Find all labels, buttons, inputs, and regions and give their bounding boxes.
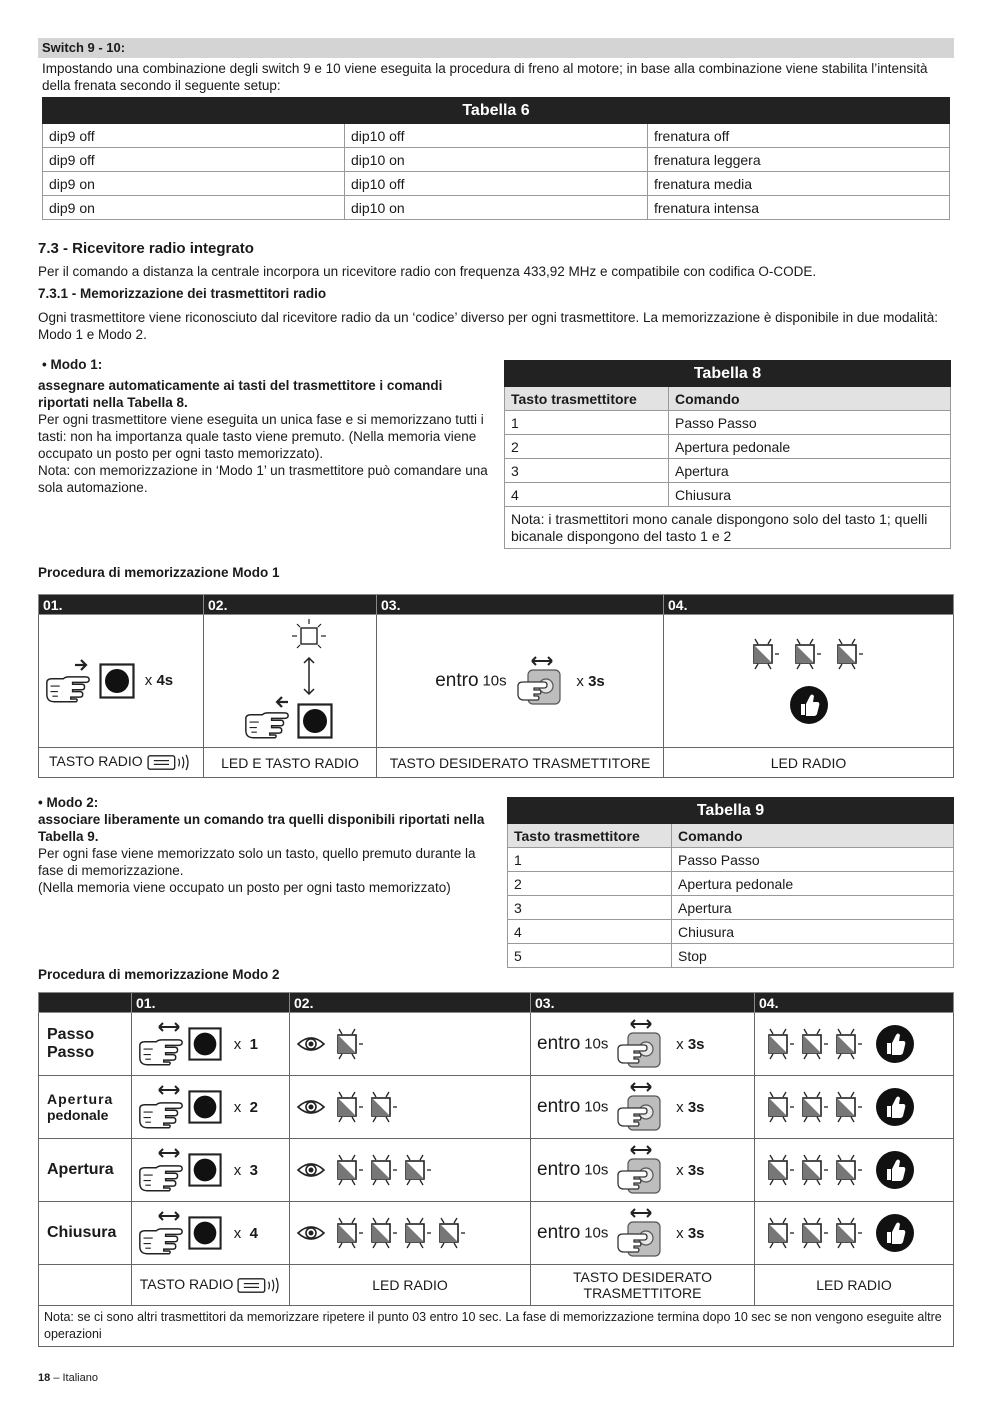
button-icon	[297, 703, 333, 739]
table-row	[508, 872, 954, 896]
table-cell: 3	[508, 896, 672, 920]
led-blink-icon	[761, 1090, 795, 1124]
page-language: – Italiano	[53, 1372, 98, 1384]
proc2-step1	[132, 1013, 290, 1076]
table-cell: 3	[505, 459, 669, 483]
time-label: 10s	[482, 672, 507, 690]
remote-press-icon	[616, 1145, 666, 1195]
press-count: x 2	[233, 1098, 258, 1116]
led-blink-icon	[761, 1216, 795, 1250]
table-row	[43, 124, 950, 148]
proc2-step4	[755, 1076, 954, 1139]
table-cell: 4	[505, 483, 669, 507]
table-row	[508, 896, 954, 920]
press-duration: x 3s	[576, 672, 605, 690]
thumbs-up-icon	[875, 1024, 915, 1064]
led-blink-icon	[330, 1027, 364, 1061]
modo2-text: Per ogni fase viene memorizzato solo un tasto, quello premuto durante la fase di memorizzazione.	[38, 846, 476, 878]
led-blink-icon	[788, 637, 822, 671]
led-blink-icon	[330, 1090, 364, 1124]
within-label: entro	[435, 670, 479, 691]
table-cell: dip9 off	[43, 148, 345, 172]
table-row	[508, 920, 954, 944]
radio-button-icon	[147, 753, 191, 772]
table-9	[507, 797, 954, 968]
table-cell: Apertura	[672, 896, 954, 920]
button-icon	[188, 1090, 222, 1124]
vertical-arrow-icon	[303, 657, 315, 695]
table-cell: 2	[508, 872, 672, 896]
table-cell: frenatura off	[648, 124, 950, 148]
table-cell: 2	[505, 435, 669, 459]
led-blink-icon	[761, 1027, 795, 1061]
modo1-block	[38, 356, 490, 496]
subsection-heading: 7.3.1 - Memorizzazione dei trasmettitori radio	[38, 286, 327, 301]
row-label: Apertura pedonale	[39, 1076, 132, 1139]
thumbs-up-icon	[875, 1150, 915, 1190]
table-cell: Apertura pedonale	[669, 435, 951, 459]
table-9-col-key: Tasto trasmettitore	[508, 824, 672, 848]
proc2-step2	[290, 1202, 531, 1265]
proc2-step1	[132, 1202, 290, 1265]
table-row	[508, 848, 954, 872]
section-heading: 7.3 - Ricevitore radio integrato	[38, 240, 254, 257]
table-cell: 4	[508, 920, 672, 944]
led-blink-icon	[795, 1090, 829, 1124]
led-blink-icon	[330, 1216, 364, 1250]
table-row	[43, 196, 950, 220]
caption-led-radio: LED RADIO	[755, 1265, 954, 1306]
remote-press-icon	[616, 1019, 666, 1069]
led-blink-icon	[829, 1216, 863, 1250]
table-cell: Apertura pedonale	[672, 872, 954, 896]
table-cell: dip10 on	[345, 148, 648, 172]
section-text: Per il comando a distanza la centrale incorpora un ricevitore radio con frequenza 433,92 MHz e compatibile con codifica O-CODE.	[38, 264, 817, 279]
caption-transmitter-key: TASTO DESIDERATO TRASMETTITORE	[377, 748, 664, 778]
table-6-title: Tabella 6	[43, 98, 950, 124]
caption-led-button: LED E TASTO RADIO	[204, 748, 377, 778]
button-icon	[99, 663, 135, 699]
hand-press-icon	[244, 699, 294, 739]
eye-icon	[296, 1223, 326, 1243]
proc2-step2	[290, 1139, 531, 1202]
row-label: Passo Passo	[39, 1013, 132, 1076]
table-row	[505, 411, 951, 435]
press-duration: x 3s	[676, 1035, 705, 1053]
caption-led-radio: LED RADIO	[664, 748, 954, 778]
led-blink-icon	[364, 1216, 398, 1250]
proc2-step3: entro 10s x 3s	[531, 1139, 755, 1202]
press-count: x 3	[233, 1161, 258, 1179]
table-8-col-key: Tasto trasmettitore	[505, 387, 669, 411]
remote-press-icon	[616, 1082, 666, 1132]
table-cell: frenatura media	[648, 172, 950, 196]
hand-press-icon	[138, 1022, 184, 1066]
proc2-row-chiusura	[39, 1202, 954, 1265]
table-row	[43, 172, 950, 196]
led-blink-icon	[398, 1153, 432, 1187]
proc2-step3: entro 10s x 3s	[531, 1013, 755, 1076]
hand-press-icon	[138, 1085, 184, 1129]
table-cell: dip9 off	[43, 124, 345, 148]
led-blink-icon	[746, 637, 780, 671]
proc2-title: Procedura di memorizzazione Modo 2	[38, 967, 280, 982]
proc2-row-apertura-pedonale	[39, 1076, 954, 1139]
table-row	[505, 435, 951, 459]
led-blink-icon	[795, 1216, 829, 1250]
press-duration: x 3s	[676, 1224, 705, 1242]
proc2-step1	[132, 1139, 290, 1202]
proc2-step4	[755, 1202, 954, 1265]
eye-icon	[296, 1097, 326, 1117]
remote-press-icon	[515, 656, 567, 706]
hand-press-icon	[45, 661, 95, 701]
proc1-table	[38, 594, 954, 778]
proc2-step3: entro 10s x 3s	[531, 1076, 755, 1139]
table-cell: dip10 off	[345, 172, 648, 196]
caption-radio-button: TASTO RADIO	[39, 748, 204, 778]
table-cell: frenatura leggera	[648, 148, 950, 172]
table-9-title: Tabella 9	[508, 798, 954, 824]
modo1-title: • Modo 1:	[42, 357, 103, 372]
proc2-step2	[290, 1076, 531, 1139]
proc2-step1	[132, 1076, 290, 1139]
thumbs-up-icon	[789, 685, 829, 725]
proc2-step3: entro 10s x 3s	[531, 1202, 755, 1265]
page-number: 18	[38, 1372, 51, 1384]
press-duration: x 3s	[676, 1161, 705, 1179]
led-blink-icon	[398, 1216, 432, 1250]
press-count: x 4	[233, 1224, 258, 1242]
press-count: x 1	[233, 1035, 258, 1053]
led-blink-icon	[432, 1216, 466, 1250]
caption-led-radio: LED RADIO	[290, 1265, 531, 1306]
press-duration: x 3s	[676, 1098, 705, 1116]
proc1-step3	[377, 615, 664, 748]
step-number: 01.	[39, 595, 204, 615]
table-8	[504, 360, 951, 549]
step-number: 04.	[664, 595, 954, 615]
proc2-note: Nota: se ci sono altri trasmettitori da memorizzare ripetere il punto 03 entro 10 sec. La fase di memorizzazione termina dopo 10 sec se non vengono eseguite altre operazioni	[39, 1306, 954, 1347]
led-blink-icon	[761, 1153, 795, 1187]
led-blink-icon	[795, 1027, 829, 1061]
proc2-step4	[755, 1013, 954, 1076]
table-cell: Chiusura	[672, 920, 954, 944]
table-cell: 1	[505, 411, 669, 435]
radio-button-icon	[237, 1276, 281, 1295]
step-number: 02.	[290, 993, 531, 1013]
table-cell: Passo Passo	[672, 848, 954, 872]
modo2-block	[38, 794, 496, 896]
table-cell: 5	[508, 944, 672, 968]
table-cell: dip10 on	[345, 196, 648, 220]
table-cell: 1	[508, 848, 672, 872]
proc1-step1	[39, 615, 204, 748]
step-number: 03.	[377, 595, 664, 615]
modo1-note: Nota: con memorizzazione in ‘Modo 1’ un trasmettitore può comandare una sola automazione.	[38, 463, 488, 495]
hand-press-icon	[138, 1211, 184, 1255]
led-blink-icon	[829, 1153, 863, 1187]
table-6	[42, 97, 950, 220]
row-label: Chiusura	[39, 1202, 132, 1265]
table-9-col-command: Comando	[672, 824, 954, 848]
table-cell: dip10 off	[345, 124, 648, 148]
led-blink-icon	[364, 1090, 398, 1124]
thumbs-up-icon	[875, 1087, 915, 1127]
table-row	[505, 459, 951, 483]
switch-text: Impostando una combinazione degli switch 9 e 10 viene eseguita la procedura di freno al motore; in base alla combinazione viene stabilita l’intensità della frenata secondo il seguente setup:	[42, 61, 928, 93]
proc2-table	[38, 992, 954, 1347]
modo1-subtitle: assegnare automaticamente ai tasti del trasmettitore i comandi riportati nella Tabella 8.	[38, 378, 443, 410]
led-blink-icon	[330, 1153, 364, 1187]
led-blink-icon	[795, 1153, 829, 1187]
proc1-title: Procedura di memorizzazione Modo 1	[38, 565, 280, 580]
led-blink-icon	[364, 1153, 398, 1187]
step-number: 01.	[132, 993, 290, 1013]
table-8-title: Tabella 8	[505, 361, 951, 387]
button-icon	[188, 1153, 222, 1187]
proc2-step4	[755, 1139, 954, 1202]
caption-transmitter-key: TASTO DESIDERATO TRASMETTITORE	[531, 1265, 755, 1306]
table-cell: dip9 on	[43, 196, 345, 220]
led-blink-icon	[829, 1090, 863, 1124]
table-row	[505, 483, 951, 507]
table-cell: frenatura intensa	[648, 196, 950, 220]
button-icon	[188, 1027, 222, 1061]
table-8-col-command: Comando	[669, 387, 951, 411]
remote-press-icon	[616, 1208, 666, 1258]
row-label: Apertura	[39, 1139, 132, 1202]
proc2-step2	[290, 1013, 531, 1076]
step-number: 03.	[531, 993, 755, 1013]
step-number: 04.	[755, 993, 954, 1013]
led-off-icon	[292, 619, 326, 653]
table-row	[508, 944, 954, 968]
led-blink-group	[746, 637, 876, 673]
modo1-text: Per ogni trasmettitore viene eseguita un unica fase e si memorizzano tutti i tasti: non ha importanza quale tasto viene premuto. (Nella memoria viene occupato un posto per ogni tasto memorizzato).	[38, 412, 484, 461]
page-footer	[38, 1372, 98, 1384]
table-cell: Apertura	[669, 459, 951, 483]
press-count: x 4s	[144, 671, 174, 689]
modo2-title: • Modo 2:	[38, 795, 99, 810]
eye-icon	[296, 1034, 326, 1054]
table-cell: Chiusura	[669, 483, 951, 507]
table-row	[43, 148, 950, 172]
table-cell: dip9 on	[43, 172, 345, 196]
proc1-step4	[664, 615, 954, 748]
button-icon	[188, 1216, 222, 1250]
table-8-note: Nota: i trasmettitori mono canale dispongono solo del tasto 1; quelli bicanale dispongono del tasto 1 e 2	[505, 507, 951, 549]
eye-icon	[296, 1160, 326, 1180]
modo2-note: (Nella memoria viene occupato un posto per ogni tasto memorizzato)	[38, 880, 451, 895]
subsection-text: Ogni trasmettitore viene riconosciuto dal ricevitore radio da un ‘codice’ diverso per ogni trasmettitore. La memorizzazione è disponibile in due modalità: Modo 1 e Modo 2.	[38, 310, 938, 342]
proc2-row-apertura	[39, 1139, 954, 1202]
led-blink-icon	[829, 1027, 863, 1061]
hand-press-icon	[138, 1148, 184, 1192]
table-cell: Stop	[672, 944, 954, 968]
modo2-subtitle: associare liberamente un comando tra quelli disponibili riportati nella Tabella 9.	[38, 812, 485, 844]
thumbs-up-icon	[875, 1213, 915, 1253]
caption-radio-button: TASTO RADIO	[132, 1265, 290, 1306]
led-blink-icon	[830, 637, 864, 671]
proc1-step2	[204, 615, 377, 748]
switch-heading: Switch 9 - 10:	[38, 38, 954, 58]
proc2-row-passo-passo	[39, 1013, 954, 1076]
table-cell: Passo Passo	[669, 411, 951, 435]
step-number: 02.	[204, 595, 377, 615]
